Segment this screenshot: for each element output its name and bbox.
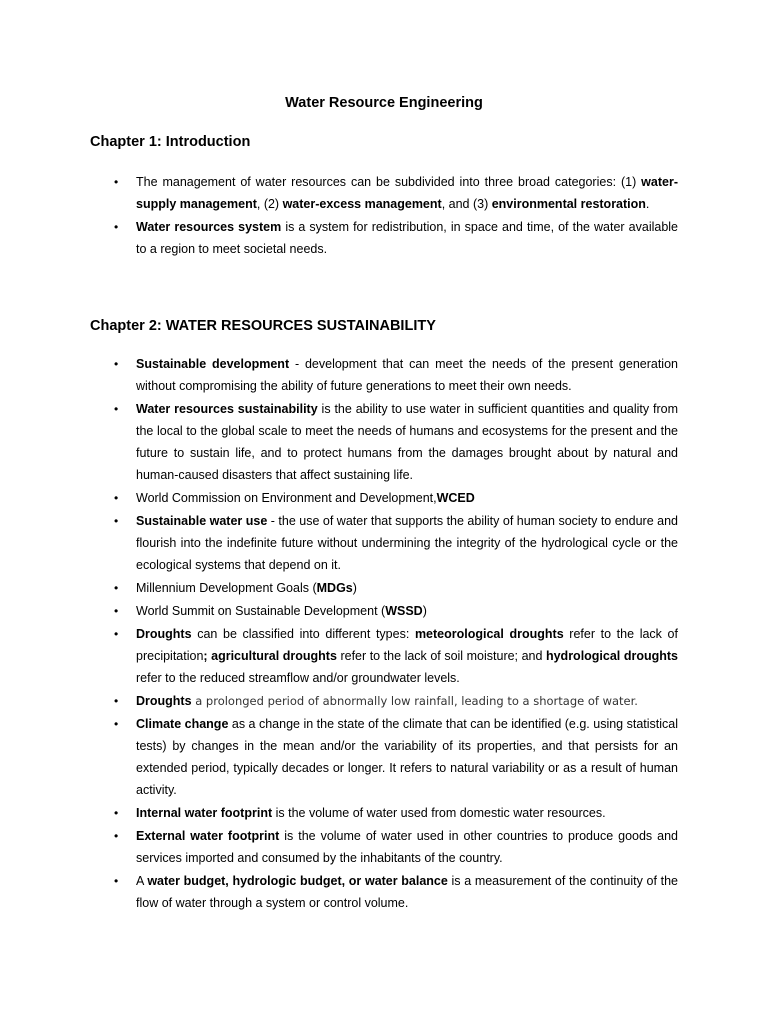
list-item: • Water resources system is a system for redistribution, in space and time, of the water available to a region to meet societal needs. <box>0 216 678 260</box>
bullet-icon: • <box>114 604 119 618</box>
bullet-icon: • <box>114 220 119 234</box>
bullet-icon: • <box>114 175 119 189</box>
bullet-icon: • <box>114 694 119 708</box>
bullet-icon: • <box>114 874 119 888</box>
bullet-icon: • <box>114 829 119 843</box>
bullet-icon: • <box>114 627 119 641</box>
bullet-icon: • <box>114 717 119 731</box>
list-item: • Water resources sustainability is the ability to use water in sufficient quantities and quality from the local to the global scale to meet the needs of humans and ecosystems for the present and the future to sustain life, and to protect humans from the damages brought about by natural and human-caused disasters that affect sustaining life. <box>0 398 678 486</box>
list-item: • World Commission on Environment and Development,WCED <box>0 487 678 509</box>
bullet-icon: • <box>114 491 119 505</box>
list-item: • Droughts can be classified into different types: meteorological droughts refer to the lack of precipitation; agricultural droughts refer to the lack of soil moisture; and hydrological droughts refer to the reduced streamflow and/or groundwater levels. <box>0 623 678 689</box>
list-item: • Sustainable water use - the use of water that supports the ability of human society to endure and flourish into the indefinite future without undermining the integrity of the hydrological cycle or the ecological systems that depend on it. <box>0 510 678 576</box>
list-item: • Internal water footprint is the volume of water used from domestic water resources. <box>0 802 678 824</box>
bullet-icon: • <box>114 806 119 820</box>
chapter-1-heading: Chapter 1: Introduction <box>90 134 251 150</box>
bullet-icon: • <box>114 402 119 416</box>
list-item: • Sustainable development - development that can meet the needs of the present generation without compromising the ability of future generations to meet their own needs. <box>0 353 678 397</box>
bullet-icon: • <box>114 514 119 528</box>
chapter-2-list <box>0 353 768 915</box>
list-item: • Droughts a prolonged period of abnormally low rainfall, leading to a shortage of water. <box>0 690 678 712</box>
list-item: • Millennium Development Goals (MDGs) <box>0 577 678 599</box>
list-item: • The management of water resources can be subdivided into three broad categories: (1) water-supply management, (2) water-excess management, and (3) environmental restoration. <box>0 171 678 215</box>
chapter-1-list <box>0 171 768 261</box>
bullet-icon: • <box>114 357 119 371</box>
list-item: • External water footprint is the volume of water used in other countries to produce goods and services imported and consumed by the inhabitants of the country. <box>0 825 678 869</box>
document-title: Water Resource Engineering <box>285 95 483 111</box>
bullet-icon: • <box>114 581 119 595</box>
list-item: • A water budget, hydrologic budget, or water balance is a measurement of the continuity of the flow of water through a system or control volume. <box>0 870 678 914</box>
chapter-2-heading: Chapter 2: WATER RESOURCES SUSTAINABILITY <box>90 318 436 334</box>
list-item: • Climate change as a change in the state of the climate that can be identified (e.g. using statistical tests) by changes in the mean and/or the variability of its properties, and that persists for an extended period, typically decades or longer. It refers to natural variability or as a result of human activity. <box>0 713 678 801</box>
list-item: • World Summit on Sustainable Development (WSSD) <box>0 600 678 622</box>
